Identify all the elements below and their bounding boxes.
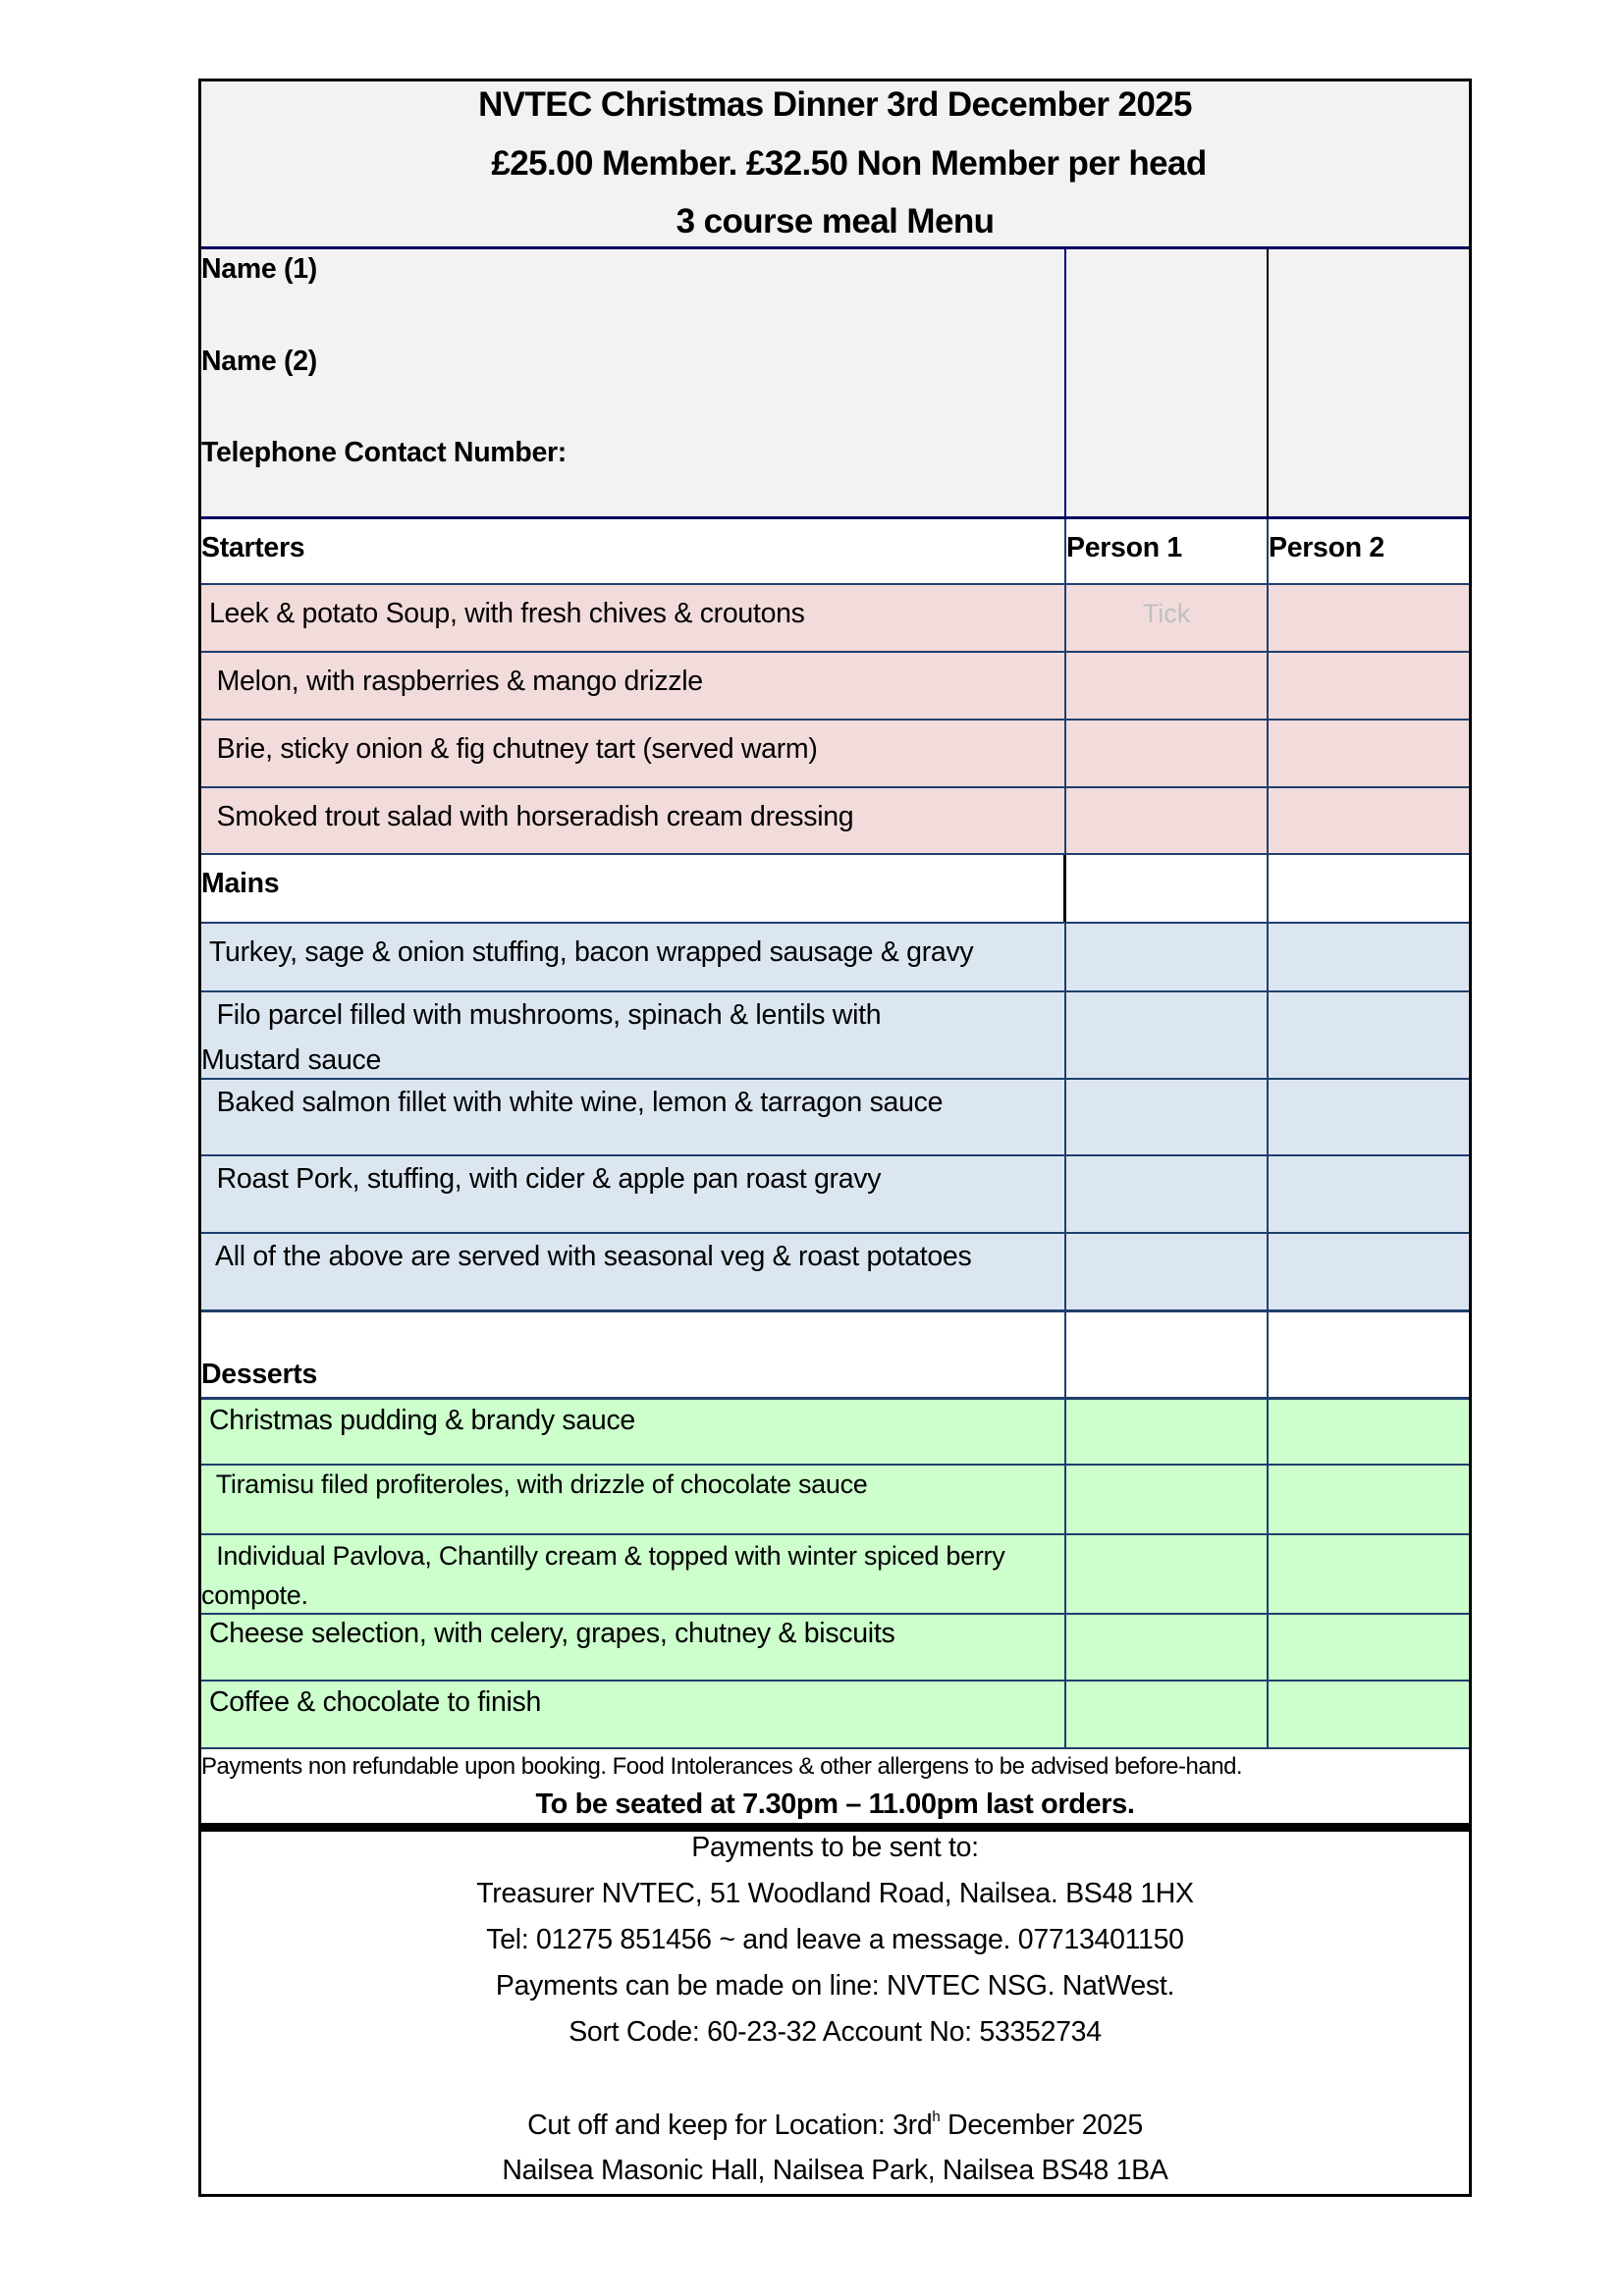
person2-tick-cell[interactable] [1269,924,1469,990]
person1-tick-cell[interactable] [1066,924,1269,990]
main-item-continued: Mustard sauce [201,1044,382,1076]
menu-row [201,719,1469,786]
dessert-item: Christmas pudding & brandy sauce [209,1405,635,1436]
starter-item: Brie, sticky onion & fig chutney tart (served warm) [209,733,818,765]
menu-row [201,1232,1469,1309]
person1-tick-cell[interactable] [1066,721,1269,786]
main-item: Filo parcel filled with mushrooms, spinach & lentils with [209,999,882,1031]
person1-tick-cell[interactable] [1066,1466,1269,1533]
name2-label: Name (2) [201,346,317,377]
menu-row [201,1613,1469,1680]
person1-tick-cell[interactable] [1066,992,1269,1078]
menu-row [201,1533,1469,1613]
menu-row [201,651,1469,719]
telephone-label: Telephone Contact Number: [201,437,567,468]
person1-tick-cell[interactable] [1066,1080,1269,1154]
online-payment-info: Payments can be made on line: NVTEC NSG. NatWest. [495,1970,1175,2002]
mains-heading-row [201,853,1469,922]
mains-heading: Mains [201,868,280,899]
booking-form [198,79,1472,2197]
person2-contact-cell[interactable] [1269,249,1469,516]
person2-tick-cell[interactable] [1269,721,1469,786]
price-line: £25.00 Member. £32.50 Non Member per head [491,144,1207,183]
person2-tick-cell[interactable] [1269,1615,1469,1680]
starter-item: Smoked trout salad with horseradish cream dressing [209,801,854,832]
main-item: Baked salmon fillet with white wine, lemon & tarragon sauce [209,1087,944,1118]
person2-tick-cell[interactable] [1269,1535,1469,1613]
form-header [201,81,1469,246]
menu-row [201,1397,1469,1464]
cutoff-prefix: Cut off and keep for Location: 3rd [527,2109,933,2141]
person2-tick-cell[interactable] [1269,992,1469,1078]
person1-tick-cell[interactable] [1066,788,1269,853]
person2-tick-cell[interactable] [1269,1080,1469,1154]
person1-contact-cell[interactable] [1066,249,1269,516]
menu-row [201,786,1469,853]
menu-row [201,1078,1469,1154]
starters-heading: Starters [201,532,305,563]
cutoff-date: December 2025 [940,2109,1143,2141]
seating-note: To be seated at 7.30pm – 11.00pm last orders. [535,1789,1135,1820]
tick-hint: Tick [1142,599,1191,628]
person2-tick-cell[interactable] [1269,585,1469,651]
person2-tick-cell[interactable] [1269,1156,1469,1232]
dessert-item: Individual Pavlova, Chantilly cream & topped with winter spiced berry [209,1541,1005,1571]
person1-column-header: Person 1 [1066,532,1182,563]
contact-block [201,246,1469,516]
treasurer-address: Treasurer NVTEC, 51 Woodland Road, Nailsea. BS48 1HX [476,1878,1194,1909]
person2-tick-cell[interactable] [1269,788,1469,853]
starter-item: Melon, with raspberries & mango drizzle [209,666,703,697]
person2-tick-cell[interactable] [1269,653,1469,719]
cutoff-location [201,2109,1469,2142]
person2-tick-cell[interactable] [1269,1466,1469,1533]
desserts-heading: Desserts [201,1359,318,1390]
booking-notes [201,1747,1469,1825]
payments-heading: Payments to be sent to: [691,1832,979,1863]
person1-tick-cell[interactable] [1066,653,1269,719]
desserts-heading-row [201,1309,1469,1397]
starters-heading-row [201,516,1469,583]
starter-item: Leek & potato Soup, with fresh chives & croutons [209,598,805,629]
bank-details: Sort Code: 60-23-32 Account No: 53352734 [568,2016,1102,2048]
menu-row [201,990,1469,1078]
main-item: Turkey, sage & onion stuffing, bacon wrapped sausage & gravy [209,936,974,968]
menu-row [201,922,1469,990]
menu-subtitle: 3 course meal Menu [676,202,995,240]
person1-tick-cell[interactable] [1066,585,1269,651]
menu-row [201,1154,1469,1232]
person1-tick-cell[interactable] [1066,1400,1269,1464]
name1-label: Name (1) [201,253,317,285]
venue-address: Nailsea Masonic Hall, Nailsea Park, Nailsea BS48 1BA [502,2155,1168,2186]
cutoff-superscript: h [932,2109,941,2125]
person2-column-header: Person 2 [1269,532,1384,563]
person1-tick-cell[interactable] [1066,1615,1269,1680]
terms-note: Payments non refundable upon booking. Food Intolerances & other allergens to be advised before-hand. [201,1753,1243,1780]
telephone-info: Tel: 01275 851456 ~ and leave a message. 07713401150 [486,1924,1184,1955]
person1-tick-cell[interactable] [1066,1234,1269,1309]
person2-tick-cell[interactable] [1269,1682,1469,1747]
person1-tick-cell[interactable] [1066,1156,1269,1232]
person2-tick-cell[interactable] [1269,1400,1469,1464]
dessert-item-continued: compote. [201,1580,308,1610]
dessert-item: Cheese selection, with celery, grapes, chutney & biscuits [209,1618,895,1649]
person1-tick-cell[interactable] [1066,1682,1269,1747]
menu-row [201,1464,1469,1533]
main-item: Roast Pork, stuffing, with cider & apple pan roast gravy [209,1163,882,1195]
dessert-item: Coffee & chocolate to finish [209,1686,542,1718]
form-title: NVTEC Christmas Dinner 3rd December 2025 [478,85,1192,124]
main-note: All of the above are served with seasonal veg & roast potatoes [209,1241,972,1272]
menu-row [201,583,1469,651]
cut-line-divider [201,1823,1469,1832]
contact-fields-cell[interactable] [201,249,1066,516]
person1-tick-cell[interactable] [1066,1535,1269,1613]
person2-tick-cell[interactable] [1269,1234,1469,1309]
menu-row [201,1680,1469,1747]
dessert-item: Tiramisu filed profiteroles, with drizzle of chocolate sauce [209,1469,868,1499]
